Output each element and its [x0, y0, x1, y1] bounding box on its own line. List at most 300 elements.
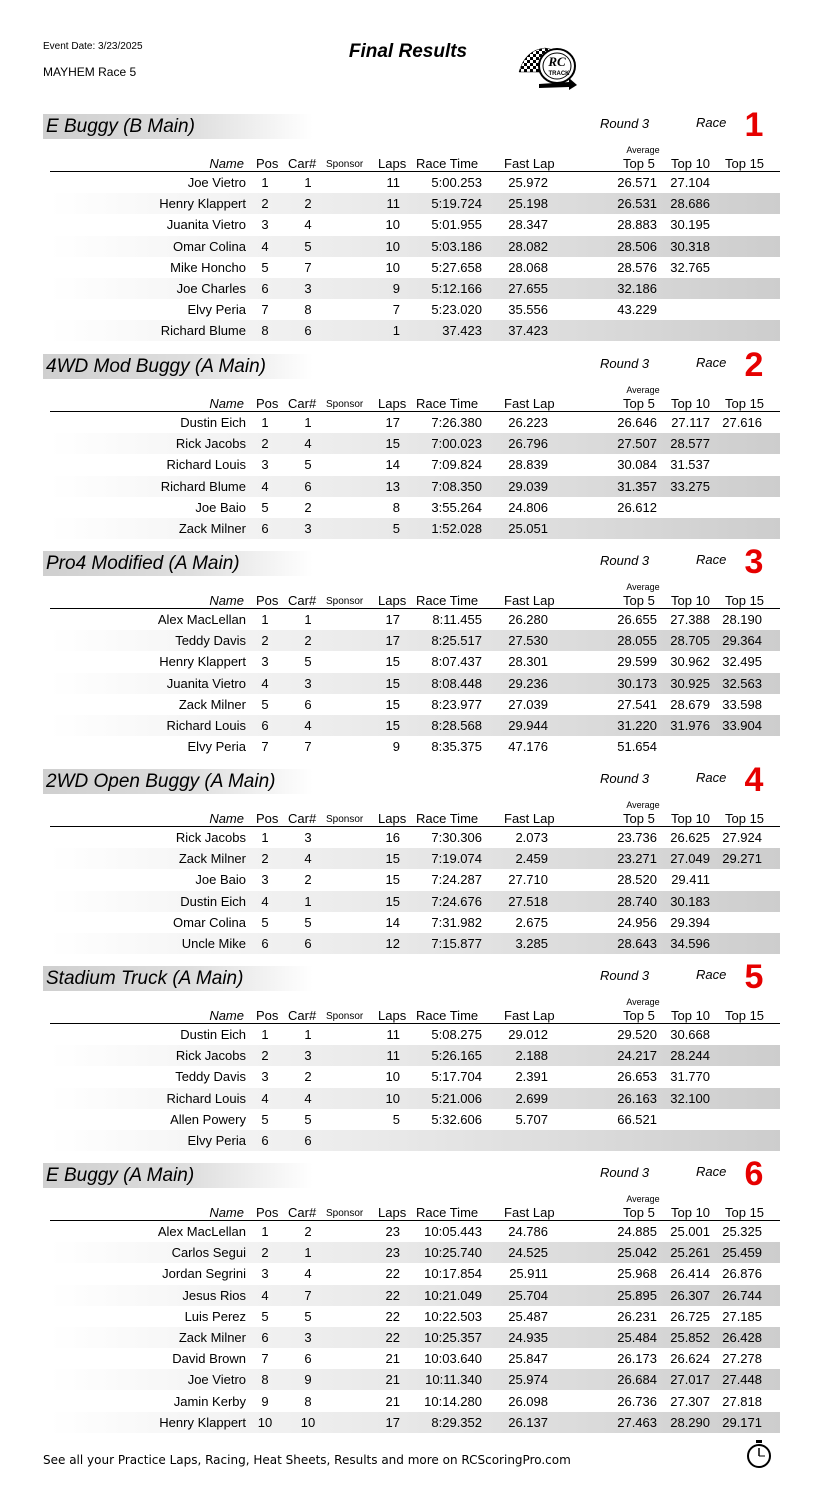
laps: 14	[385, 914, 400, 930]
top15-average	[720, 1088, 762, 1109]
fast-lap: 37.423	[508, 323, 548, 339]
race-time: 5:26.165	[431, 1048, 482, 1064]
fast-lap: 29.944	[508, 718, 548, 733]
table-row	[50, 1306, 780, 1327]
column-header-name: Name	[209, 1205, 244, 1220]
top10-average	[668, 1109, 710, 1130]
event-name: MAYHEM Race 5	[43, 65, 137, 79]
driver-name: Zack Milner	[178, 696, 246, 712]
position: 1	[261, 612, 269, 627]
top5-average: 27.507	[617, 436, 657, 452]
fast-lap: 24.935	[508, 1330, 548, 1345]
top15-average	[720, 320, 762, 341]
column-header-laps: Laps	[378, 156, 407, 171]
driver-name: Zack Milner	[178, 851, 246, 867]
race-time: 8:28.568	[431, 718, 482, 733]
svg-text:RC: RC	[548, 54, 566, 69]
car-number: 3	[304, 1330, 312, 1345]
driver-name: Zack Milner	[178, 521, 246, 536]
car-number: 6	[304, 323, 312, 339]
top5-average: 31.357	[617, 478, 657, 494]
column-header-pos: Pos	[256, 1205, 279, 1220]
driver-name: Henry Klappert	[159, 196, 246, 212]
top5-average: 28.643	[617, 936, 657, 951]
position: 2	[261, 633, 269, 649]
position: 4	[261, 478, 269, 494]
car-number: 1	[304, 612, 312, 627]
top15-average	[720, 257, 762, 278]
position: 7	[261, 1351, 269, 1367]
laps: 10	[385, 1069, 400, 1085]
laps: 5	[392, 521, 400, 536]
top15-average	[720, 1066, 762, 1087]
fast-lap: 29.012	[508, 1027, 548, 1042]
fast-lap: 2.391	[515, 1069, 548, 1085]
table-row	[50, 933, 780, 954]
column-header-top5: Top 5	[623, 156, 655, 171]
car-number: 5	[304, 1308, 312, 1324]
fast-lap: 5.707	[515, 1111, 548, 1127]
race-time: 5:27.658	[431, 259, 482, 275]
top15-average	[720, 278, 762, 299]
car-number: 2	[304, 499, 312, 515]
race-number: 5	[744, 958, 764, 996]
top15-average: 27.818	[722, 1393, 762, 1409]
car-number: 5	[304, 914, 312, 930]
top10-average: 27.017	[670, 1372, 710, 1388]
laps: 22	[385, 1266, 400, 1282]
race-time: 5:17.704	[431, 1069, 482, 1085]
top5-average: 28.740	[617, 893, 657, 909]
laps: 17	[385, 633, 400, 649]
laps: 15	[385, 851, 400, 867]
car-number: 7	[304, 739, 312, 755]
top10-average: 25.261	[670, 1245, 710, 1261]
column-header-top10: Top 10	[671, 1205, 711, 1220]
position: 2	[261, 436, 269, 452]
column-header-laps: Laps	[378, 593, 407, 608]
laps: 1	[392, 323, 400, 339]
top5-average: 30.173	[617, 675, 657, 691]
laps: 22	[385, 1308, 400, 1324]
top5-average: 26.612	[617, 499, 657, 515]
top10-average: 28.244	[670, 1048, 710, 1064]
top10-average	[668, 299, 710, 320]
laps: 11	[386, 175, 400, 190]
driver-name: Jesus Rios	[182, 1287, 246, 1303]
laps: 8	[392, 499, 400, 515]
fast-lap: 25.847	[508, 1351, 548, 1367]
top15-average: 27.448	[722, 1372, 762, 1388]
race-class-title: E Buggy (A Main)	[43, 1163, 313, 1188]
fast-lap: 28.839	[508, 457, 548, 473]
column-header-top10: Top 10	[671, 593, 711, 608]
top10-average: 27.049	[670, 851, 710, 867]
column-header-race-time: Race Time	[416, 1008, 479, 1023]
average-label: Average	[626, 145, 660, 155]
top15-average: 32.563	[722, 675, 762, 691]
column-header-top5: Top 5	[623, 1205, 655, 1220]
race-time: 7:26.380	[431, 415, 482, 430]
fast-lap: 2.699	[515, 1090, 548, 1106]
column-header-top15: Top 15	[725, 396, 765, 411]
stopwatch-icon	[745, 1439, 773, 1469]
fast-lap: 26.223	[508, 415, 548, 430]
footer-text: See all your Practice Laps, Racing, Heat Sheets, Results and more on RCScoringPro.com	[43, 1453, 571, 1467]
top10-average: 31.976	[670, 718, 710, 733]
position: 7	[261, 302, 269, 318]
laps: 10	[385, 217, 400, 233]
round-label: Round 3	[600, 553, 650, 568]
driver-name: Mike Honcho	[170, 259, 246, 275]
top15-average: 26.876	[722, 1266, 762, 1282]
race-time: 8:07.437	[431, 654, 482, 670]
top5-average: 31.220	[617, 718, 657, 733]
column-header-laps: Laps	[378, 1008, 407, 1023]
column-header-sponsor: Sponsor	[326, 596, 364, 607]
column-header-car: Car#	[288, 1008, 317, 1023]
column-header-sponsor: Sponsor	[326, 159, 364, 170]
top5-average: 26.571	[617, 175, 657, 190]
driver-name: Dustin Eich	[180, 415, 246, 430]
race-time: 7:31.982	[431, 914, 482, 930]
race-time: 7:24.676	[431, 893, 482, 909]
race-time: 5:01.955	[431, 217, 482, 233]
top15-average	[720, 869, 762, 890]
position: 4	[261, 893, 269, 909]
top15-average: 33.598	[722, 696, 762, 712]
fast-lap: 24.525	[508, 1245, 548, 1261]
top15-average: 28.190	[722, 612, 762, 627]
position: 6	[261, 936, 269, 951]
car-number: 2	[304, 1069, 312, 1085]
top10-average: 27.104	[670, 175, 710, 190]
race-label: Race	[696, 770, 727, 785]
top10-average: 29.394	[670, 914, 710, 930]
fast-lap: 25.051	[508, 521, 548, 536]
laps: 11	[386, 1027, 400, 1042]
top15-average: 32.495	[722, 654, 762, 670]
top10-average: 28.577	[670, 436, 710, 452]
top15-average: 25.459	[722, 1245, 762, 1261]
table-row	[50, 736, 780, 757]
position: 10	[257, 1414, 273, 1430]
driver-name: Rick Jacobs	[175, 436, 246, 452]
laps: 11	[386, 196, 400, 212]
race-time: 5:32.606	[431, 1111, 482, 1127]
top5-average: 26.653	[617, 1069, 657, 1085]
column-header-sponsor: Sponsor	[326, 1208, 364, 1219]
svg-text:TRACK: TRACK	[548, 71, 570, 77]
driver-name: Juanita Vietro	[166, 675, 246, 691]
top15-average	[720, 736, 762, 757]
round-label: Round 3	[600, 356, 650, 371]
fast-lap: 28.068	[508, 259, 548, 275]
column-header-top10: Top 10	[671, 396, 711, 411]
laps: 15	[385, 675, 400, 691]
top10-average: 26.624	[670, 1351, 710, 1367]
position: 2	[261, 1048, 269, 1064]
column-header-fast-lap: Fast Lap	[504, 156, 555, 171]
column-header-pos: Pos	[256, 811, 279, 826]
fast-lap: 24.806	[508, 499, 548, 515]
table-row	[50, 1130, 780, 1151]
column-header-laps: Laps	[378, 811, 407, 826]
fast-lap: 27.530	[508, 633, 548, 649]
laps: 10	[385, 259, 400, 275]
top5-average: 25.895	[617, 1287, 657, 1303]
column-header-top5: Top 5	[623, 396, 655, 411]
driver-name: Elvy Peria	[187, 1133, 246, 1148]
race-label: Race	[696, 355, 727, 370]
average-label: Average	[626, 800, 660, 810]
driver-name: Elvy Peria	[187, 739, 246, 755]
car-number: 3	[304, 675, 312, 691]
laps: 14	[385, 457, 400, 473]
table-row	[50, 1066, 780, 1087]
column-header-top15: Top 15	[725, 811, 765, 826]
column-header-laps: Laps	[378, 1205, 407, 1220]
race-number: 1	[744, 106, 764, 144]
table-row	[50, 651, 780, 672]
race-time: 5:21.006	[431, 1090, 482, 1106]
top10-average: 31.537	[670, 457, 710, 473]
driver-name: Alex MacLellan	[157, 1224, 246, 1239]
driver-name: Allen Powery	[170, 1111, 246, 1127]
column-header-top10: Top 10	[671, 1008, 711, 1023]
table-row	[50, 1369, 780, 1390]
top15-average: 27.616	[722, 415, 762, 430]
column-header-race-time: Race Time	[416, 811, 479, 826]
race-time: 8:11.455	[432, 612, 482, 627]
table-row	[50, 1109, 780, 1130]
driver-name: Jordan Segrini	[162, 1266, 246, 1282]
top5-average: 23.271	[617, 851, 657, 867]
column-header-fast-lap: Fast Lap	[504, 811, 555, 826]
top5-average: 28.506	[617, 238, 657, 254]
race-label: Race	[696, 552, 727, 567]
table-row	[50, 454, 780, 475]
table-row	[50, 518, 780, 539]
top15-average	[720, 433, 762, 454]
column-header-top15: Top 15	[725, 156, 765, 171]
car-number: 8	[304, 1393, 312, 1409]
top15-average	[720, 193, 762, 214]
top10-average: 28.679	[670, 696, 710, 712]
top10-average: 34.596	[670, 936, 710, 951]
top15-average	[720, 497, 762, 518]
driver-name: Rick Jacobs	[175, 830, 246, 845]
car-number: 8	[304, 302, 312, 318]
fast-lap: 25.704	[508, 1287, 548, 1303]
top10-average: 25.852	[670, 1330, 710, 1345]
top5-average: 24.217	[617, 1048, 657, 1064]
driver-name: Jamin Kerby	[173, 1393, 246, 1409]
top15-average	[720, 1024, 762, 1045]
top15-average	[720, 172, 762, 193]
rc-track-logo-icon	[515, 42, 579, 92]
top10-average: 30.195	[670, 217, 710, 233]
top15-average: 29.271	[722, 851, 762, 867]
position: 1	[261, 1224, 269, 1239]
round-label: Round 3	[600, 968, 650, 983]
car-number: 5	[304, 1111, 312, 1127]
fast-lap: 26.796	[508, 436, 548, 452]
column-header-pos: Pos	[256, 156, 279, 171]
top10-average: 26.725	[670, 1308, 710, 1324]
race-label: Race	[696, 1164, 727, 1179]
driver-name: Omar Colina	[173, 238, 246, 254]
round-label: Round 3	[600, 771, 650, 786]
race-time: 10:05.443	[424, 1224, 482, 1239]
top10-average	[668, 1130, 710, 1151]
top10-average	[668, 320, 710, 341]
position: 6	[261, 521, 269, 536]
table-row	[50, 869, 780, 890]
position: 4	[261, 675, 269, 691]
laps: 15	[385, 436, 400, 452]
race-time: 10:14.280	[424, 1393, 482, 1409]
table-row	[50, 193, 780, 214]
laps: 21	[385, 1393, 400, 1409]
car-number: 9	[304, 1372, 312, 1388]
column-header-race-time: Race Time	[416, 396, 479, 411]
top10-average: 30.318	[670, 238, 710, 254]
position: 5	[261, 696, 269, 712]
column-header-laps: Laps	[378, 396, 407, 411]
top15-average: 29.364	[722, 633, 762, 649]
top10-average: 27.388	[670, 612, 710, 627]
fast-lap: 27.518	[508, 893, 548, 909]
top5-average: 29.520	[617, 1027, 657, 1042]
column-header-sponsor: Sponsor	[326, 1011, 364, 1022]
table-row	[50, 476, 780, 497]
race-time: 10:11.340	[425, 1372, 482, 1388]
column-header-top5: Top 5	[623, 1008, 655, 1023]
top5-average: 30.084	[617, 457, 657, 473]
column-header-car: Car#	[288, 593, 317, 608]
race-class-title: Pro4 Modified (A Main)	[43, 551, 313, 576]
race-time: 7:08.350	[431, 478, 482, 494]
table-row	[50, 609, 780, 630]
top5-average: 26.646	[617, 415, 657, 430]
top15-average	[720, 891, 762, 912]
driver-name: Elvy Peria	[187, 302, 246, 318]
column-header-top15: Top 15	[725, 1008, 765, 1023]
position: 8	[261, 323, 269, 339]
top10-average	[668, 278, 710, 299]
laps: 15	[385, 893, 400, 909]
driver-name: David Brown	[172, 1351, 246, 1367]
top5-average: 28.055	[617, 633, 657, 649]
column-header-pos: Pos	[256, 1008, 279, 1023]
race-time: 7:00.023	[431, 436, 482, 452]
average-label: Average	[626, 997, 660, 1007]
position: 7	[261, 739, 269, 755]
top15-average: 27.924	[722, 830, 762, 845]
position: 3	[261, 654, 269, 670]
top15-average: 33.904	[722, 718, 762, 733]
column-header-top10: Top 10	[671, 811, 711, 826]
fast-lap: 2.188	[515, 1048, 548, 1064]
fast-lap: 28.082	[508, 238, 548, 254]
top10-average	[668, 518, 710, 539]
fast-lap: 25.487	[508, 1308, 548, 1324]
top5-average: 24.956	[617, 914, 657, 930]
table-row	[50, 1412, 780, 1433]
column-header-top5: Top 5	[623, 593, 655, 608]
top10-average	[668, 736, 710, 757]
driver-name: Joe Baio	[195, 499, 246, 515]
race-time: 37.423	[442, 323, 482, 339]
top5-average: 43.229	[617, 302, 657, 318]
laps: 13	[385, 478, 400, 494]
top15-average	[720, 1130, 762, 1151]
fast-lap: 27.655	[508, 281, 548, 296]
column-header-top15: Top 15	[725, 593, 765, 608]
driver-name: Teddy Davis	[175, 633, 246, 649]
top5-average: 24.885	[617, 1224, 657, 1239]
table-row	[50, 278, 780, 299]
column-header-race-time: Race Time	[416, 156, 479, 171]
top15-average	[720, 454, 762, 475]
laps: 21	[385, 1372, 400, 1388]
column-header-fast-lap: Fast Lap	[504, 1205, 555, 1220]
car-number: 6	[304, 1351, 312, 1367]
table-row	[50, 412, 780, 433]
driver-name: Dustin Eich	[180, 1027, 246, 1042]
position: 5	[261, 914, 269, 930]
column-header-fast-lap: Fast Lap	[504, 396, 555, 411]
race-time: 7:24.287	[431, 872, 482, 888]
driver-name: Uncle Mike	[181, 936, 246, 951]
top5-average: 26.736	[617, 1393, 657, 1409]
fast-lap: 26.098	[508, 1393, 548, 1409]
driver-name: Joe Vietro	[187, 175, 246, 190]
laps: 9	[392, 281, 400, 296]
driver-name: Joe Vietro	[187, 1372, 246, 1388]
position: 5	[261, 1308, 269, 1324]
race-time: 8:23.977	[431, 696, 482, 712]
laps: 23	[385, 1224, 400, 1239]
top15-average	[720, 476, 762, 497]
position: 8	[261, 1372, 269, 1388]
race-time	[410, 1130, 482, 1151]
column-header-pos: Pos	[256, 396, 279, 411]
position: 3	[261, 1069, 269, 1085]
car-number: 7	[304, 1287, 312, 1303]
top5-average: 28.520	[617, 872, 657, 888]
top5-average: 23.736	[617, 830, 657, 845]
top5-average: 26.163	[617, 1090, 657, 1106]
fast-lap: 47.176	[508, 739, 548, 755]
race-label: Race	[696, 967, 727, 982]
race-time: 5:23.020	[431, 302, 482, 318]
table-row	[50, 912, 780, 933]
driver-name: Richard Blume	[160, 478, 246, 494]
top5-average: 27.541	[617, 696, 657, 712]
car-number: 1	[304, 1027, 312, 1042]
car-number: 6	[304, 1133, 312, 1148]
driver-name: Juanita Vietro	[166, 217, 246, 233]
top5-average	[616, 518, 657, 539]
top5-average: 26.531	[617, 196, 657, 212]
laps: 15	[385, 872, 400, 888]
table-row	[50, 1242, 780, 1263]
fast-lap: 25.972	[508, 175, 548, 190]
position: 1	[261, 1027, 269, 1042]
driver-name: Dustin Eich	[180, 893, 246, 909]
